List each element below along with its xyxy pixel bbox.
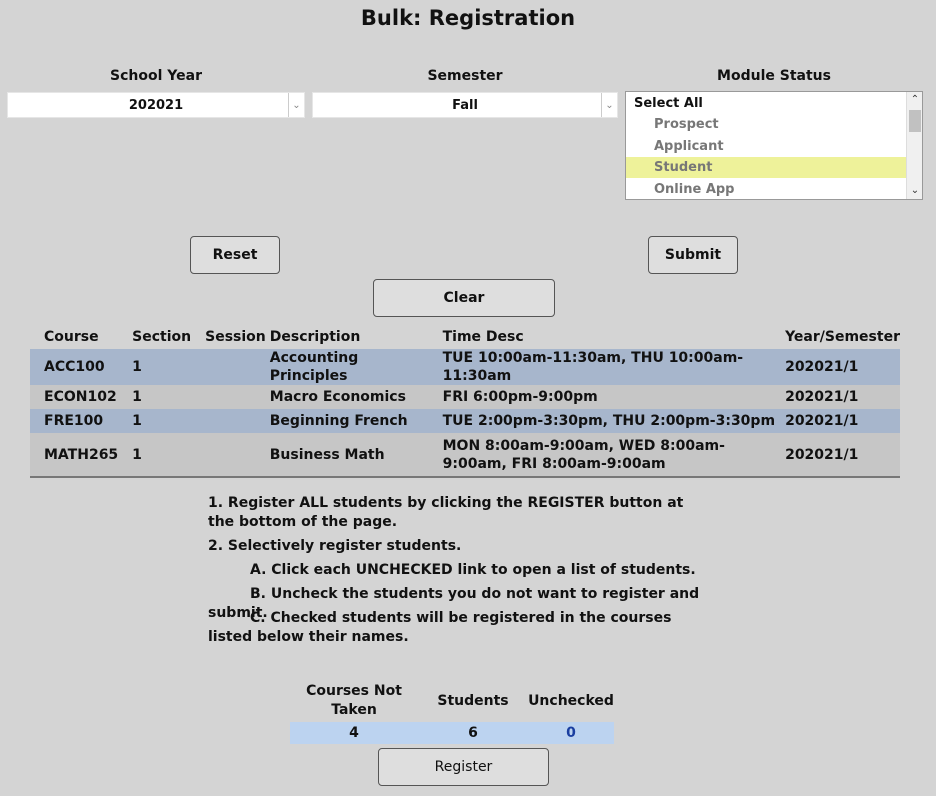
table-row [30, 433, 900, 476]
cell-time-desc: TUE 10:00am-11:30am, THU 10:00am-11:30am [439, 349, 781, 385]
table-row [30, 409, 900, 433]
submit-button[interactable]: Submit [648, 236, 738, 274]
summary-header-courses-not-taken: Courses Not Taken [306, 683, 402, 718]
reset-button[interactable]: Reset [190, 236, 280, 274]
cell-course: MATH265 [30, 433, 118, 476]
table-header-row [30, 325, 900, 349]
register-button[interactable]: Register [378, 748, 549, 786]
instruction-step-1: 1. Register ALL students by clicking the REGISTER button at the bottom of the page. [208, 495, 684, 530]
school-year-select[interactable] [7, 92, 305, 118]
cell-time-desc: MON 8:00am-9:00am, WED 8:00am-9:00am, FRI 8:00am-9:00am [439, 433, 781, 476]
summary-header-students: Students [437, 692, 509, 709]
clear-button[interactable]: Clear [373, 279, 555, 317]
cell-year-semester: 202021/1 [781, 385, 900, 409]
school-year-value: 202021 [128, 97, 184, 113]
semester-value: Fall [452, 97, 478, 113]
chevron-down-icon[interactable]: ⌄ [288, 93, 304, 117]
col-header-time-desc: Time Desc [442, 329, 524, 345]
cell-year-semester: 202021/1 [781, 409, 900, 433]
module-status-option-prospect[interactable]: Prospect [654, 117, 719, 132]
summary-table [290, 680, 614, 744]
semester-select[interactable] [312, 92, 618, 118]
col-header-year-semester: Year/Semester [785, 329, 900, 345]
summary-students: 6 [418, 722, 528, 744]
cell-year-semester: 202021/1 [781, 349, 900, 385]
col-header-session: Session [205, 329, 266, 345]
scroll-up-icon[interactable]: ⌃ [910, 94, 920, 105]
cell-description: Business Math [266, 433, 439, 476]
cell-description: Macro Economics [266, 385, 439, 409]
col-header-course: Course [44, 329, 99, 345]
module-status-label: Module Status [717, 68, 831, 84]
cell-year-semester: 202021/1 [781, 433, 900, 476]
cell-course: ECON102 [30, 385, 118, 409]
scrollbar-thumb[interactable] [909, 110, 921, 132]
instruction-step-2a: A. Click each UNCHECKED link to open a list of students. [250, 562, 696, 578]
summary-unchecked-link[interactable]: 0 [528, 722, 614, 744]
courses-table [30, 325, 900, 476]
cell-course: ACC100 [30, 349, 118, 385]
chevron-down-icon[interactable]: ⌄ [601, 93, 617, 117]
instruction-step-2c: C. Checked students will be registered in the courses listed below their names. [208, 610, 672, 645]
table-row [30, 349, 900, 385]
module-status-listbox[interactable] [625, 91, 923, 200]
scroll-down-icon[interactable]: ⌄ [910, 185, 920, 196]
cell-description: Beginning French [266, 409, 439, 433]
summary-header-row [290, 680, 614, 722]
instruction-step-2: 2. Selectively register students. [208, 538, 462, 554]
module-status-option-student[interactable]: Student [626, 157, 906, 178]
listbox-scrollbar[interactable] [906, 92, 922, 199]
cell-section: 1 [118, 433, 191, 476]
col-header-description: Description [269, 329, 361, 345]
cell-session [191, 349, 266, 385]
table-row [30, 385, 900, 409]
cell-section: 1 [118, 409, 191, 433]
summary-values-row [290, 722, 614, 744]
cell-session [191, 409, 266, 433]
cell-time-desc: TUE 2:00pm-3:30pm, THU 2:00pm-3:30pm [439, 409, 781, 433]
cell-session [191, 385, 266, 409]
semester-label: Semester [427, 68, 503, 84]
school-year-label: School Year [110, 68, 202, 84]
module-status-option-applicant[interactable]: Applicant [654, 139, 724, 154]
cell-course: FRE100 [30, 409, 118, 433]
cell-section: 1 [118, 349, 191, 385]
module-status-option-select-all[interactable]: Select All [634, 96, 703, 111]
cell-section: 1 [118, 385, 191, 409]
cell-time-desc: FRI 6:00pm-9:00pm [439, 385, 781, 409]
col-header-section: Section [132, 329, 192, 345]
module-status-option-online-app[interactable]: Online App [654, 182, 735, 197]
cell-description: Accounting Principles [266, 349, 439, 385]
cell-session [191, 433, 266, 476]
summary-courses-not-taken: 4 [290, 722, 418, 744]
page-title: Bulk: Registration [360, 6, 576, 30]
summary-header-unchecked: Unchecked [528, 692, 614, 709]
instruction-step-2b: B. Uncheck the students you do not want to register and submit. [208, 586, 700, 621]
section-divider [30, 476, 900, 478]
